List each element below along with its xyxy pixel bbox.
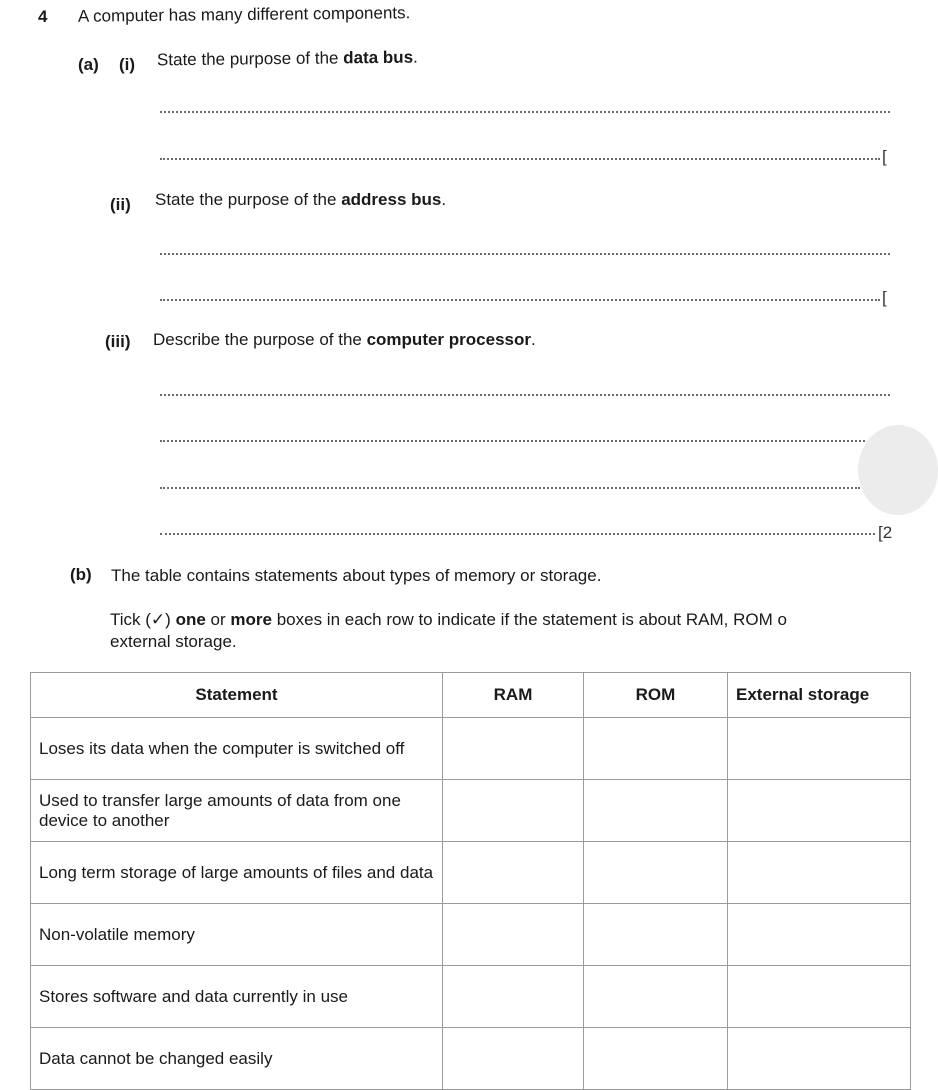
tick-box-rom[interactable] [584, 966, 728, 1028]
table-row [31, 904, 911, 966]
part-a-iii-question: Describe the purpose of the computer processor. [153, 330, 536, 349]
header-rom: ROM [584, 673, 728, 718]
tick-box-external[interactable] [728, 966, 911, 1028]
tick-box-external[interactable] [728, 780, 911, 842]
mark-bracket-a-ii: [ [882, 288, 887, 307]
tick-box-ram[interactable] [443, 966, 584, 1028]
header-statement: Statement [31, 673, 443, 718]
part-a-i-label: (i) [119, 55, 136, 74]
statement-cell: Used to transfer large amounts of data from one device to another [31, 780, 443, 842]
statement-cell: Long term storage of large amounts of files and data [31, 842, 443, 904]
tick-box-external[interactable] [728, 842, 911, 904]
address-bus-term: address bus [341, 190, 442, 209]
statement-cell: Stores software and data currently in use [31, 966, 443, 1028]
answer-line-a-ii-1[interactable] [160, 253, 890, 255]
tick-box-ram[interactable] [443, 780, 584, 842]
header-ram: RAM [443, 673, 584, 718]
tick-box-rom[interactable] [584, 718, 728, 780]
question-intro: A computer has many different components. [77, 3, 411, 26]
mark-bracket-a-i: [ [882, 147, 887, 166]
answer-line-a-iii-1[interactable] [160, 394, 890, 396]
tick-box-ram[interactable] [443, 904, 584, 966]
computer-processor-term: computer processor [366, 330, 531, 349]
table-header-row [31, 673, 911, 718]
part-a-ii-label: (ii) [110, 195, 131, 214]
part-b-instruction-line2: external storage. [110, 632, 237, 651]
answer-line-a-iii-4[interactable] [160, 533, 875, 535]
answer-line-a-iii-3[interactable] [160, 487, 860, 489]
tick-box-rom[interactable] [584, 1028, 728, 1090]
tick-box-external[interactable] [728, 718, 911, 780]
part-b-intro: The table contains statements about types of memory or storage. [111, 566, 602, 585]
mark-bracket-a-iii: [2 [878, 523, 893, 542]
statement-cell: Data cannot be changed easily [31, 1028, 443, 1090]
tick-box-ram[interactable] [443, 842, 584, 904]
scan-shadow [858, 425, 938, 515]
tick-box-ram[interactable] [443, 1028, 584, 1090]
answer-line-a-iii-2[interactable] [160, 440, 865, 442]
table-row [31, 842, 911, 904]
question-number: 4 [38, 7, 48, 26]
part-b-label: (b) [70, 565, 92, 584]
table-row [31, 780, 911, 842]
header-external-storage: External storage [728, 673, 911, 718]
tick-box-external[interactable] [728, 904, 911, 966]
answer-line-a-ii-2[interactable] [160, 299, 880, 301]
part-a-i-question: State the purpose of the data bus. [156, 47, 418, 70]
part-a-ii-question: State the purpose of the address bus. [155, 190, 447, 209]
memory-storage-table [30, 672, 911, 1090]
part-a-label: (a) [78, 55, 99, 74]
answer-line-a-i-1[interactable] [160, 111, 890, 113]
tick-box-external[interactable] [728, 1028, 911, 1090]
tick-box-rom[interactable] [584, 780, 728, 842]
tick-box-rom[interactable] [584, 904, 728, 966]
statement-cell: Loses its data when the computer is switched off [31, 718, 443, 780]
answer-line-a-i-2[interactable] [160, 158, 880, 160]
tick-box-ram[interactable] [443, 718, 584, 780]
tick-box-rom[interactable] [584, 842, 728, 904]
table-row [31, 718, 911, 780]
part-b-instruction: Tick (✓) one or more boxes in each row to indicate if the statement is about RAM, ROM o [110, 610, 787, 629]
table-row [31, 1028, 911, 1090]
part-a-iii-label: (iii) [105, 332, 131, 351]
statement-cell: Non-volatile memory [31, 904, 443, 966]
table-row [31, 966, 911, 1028]
data-bus-term: data bus [343, 47, 414, 68]
